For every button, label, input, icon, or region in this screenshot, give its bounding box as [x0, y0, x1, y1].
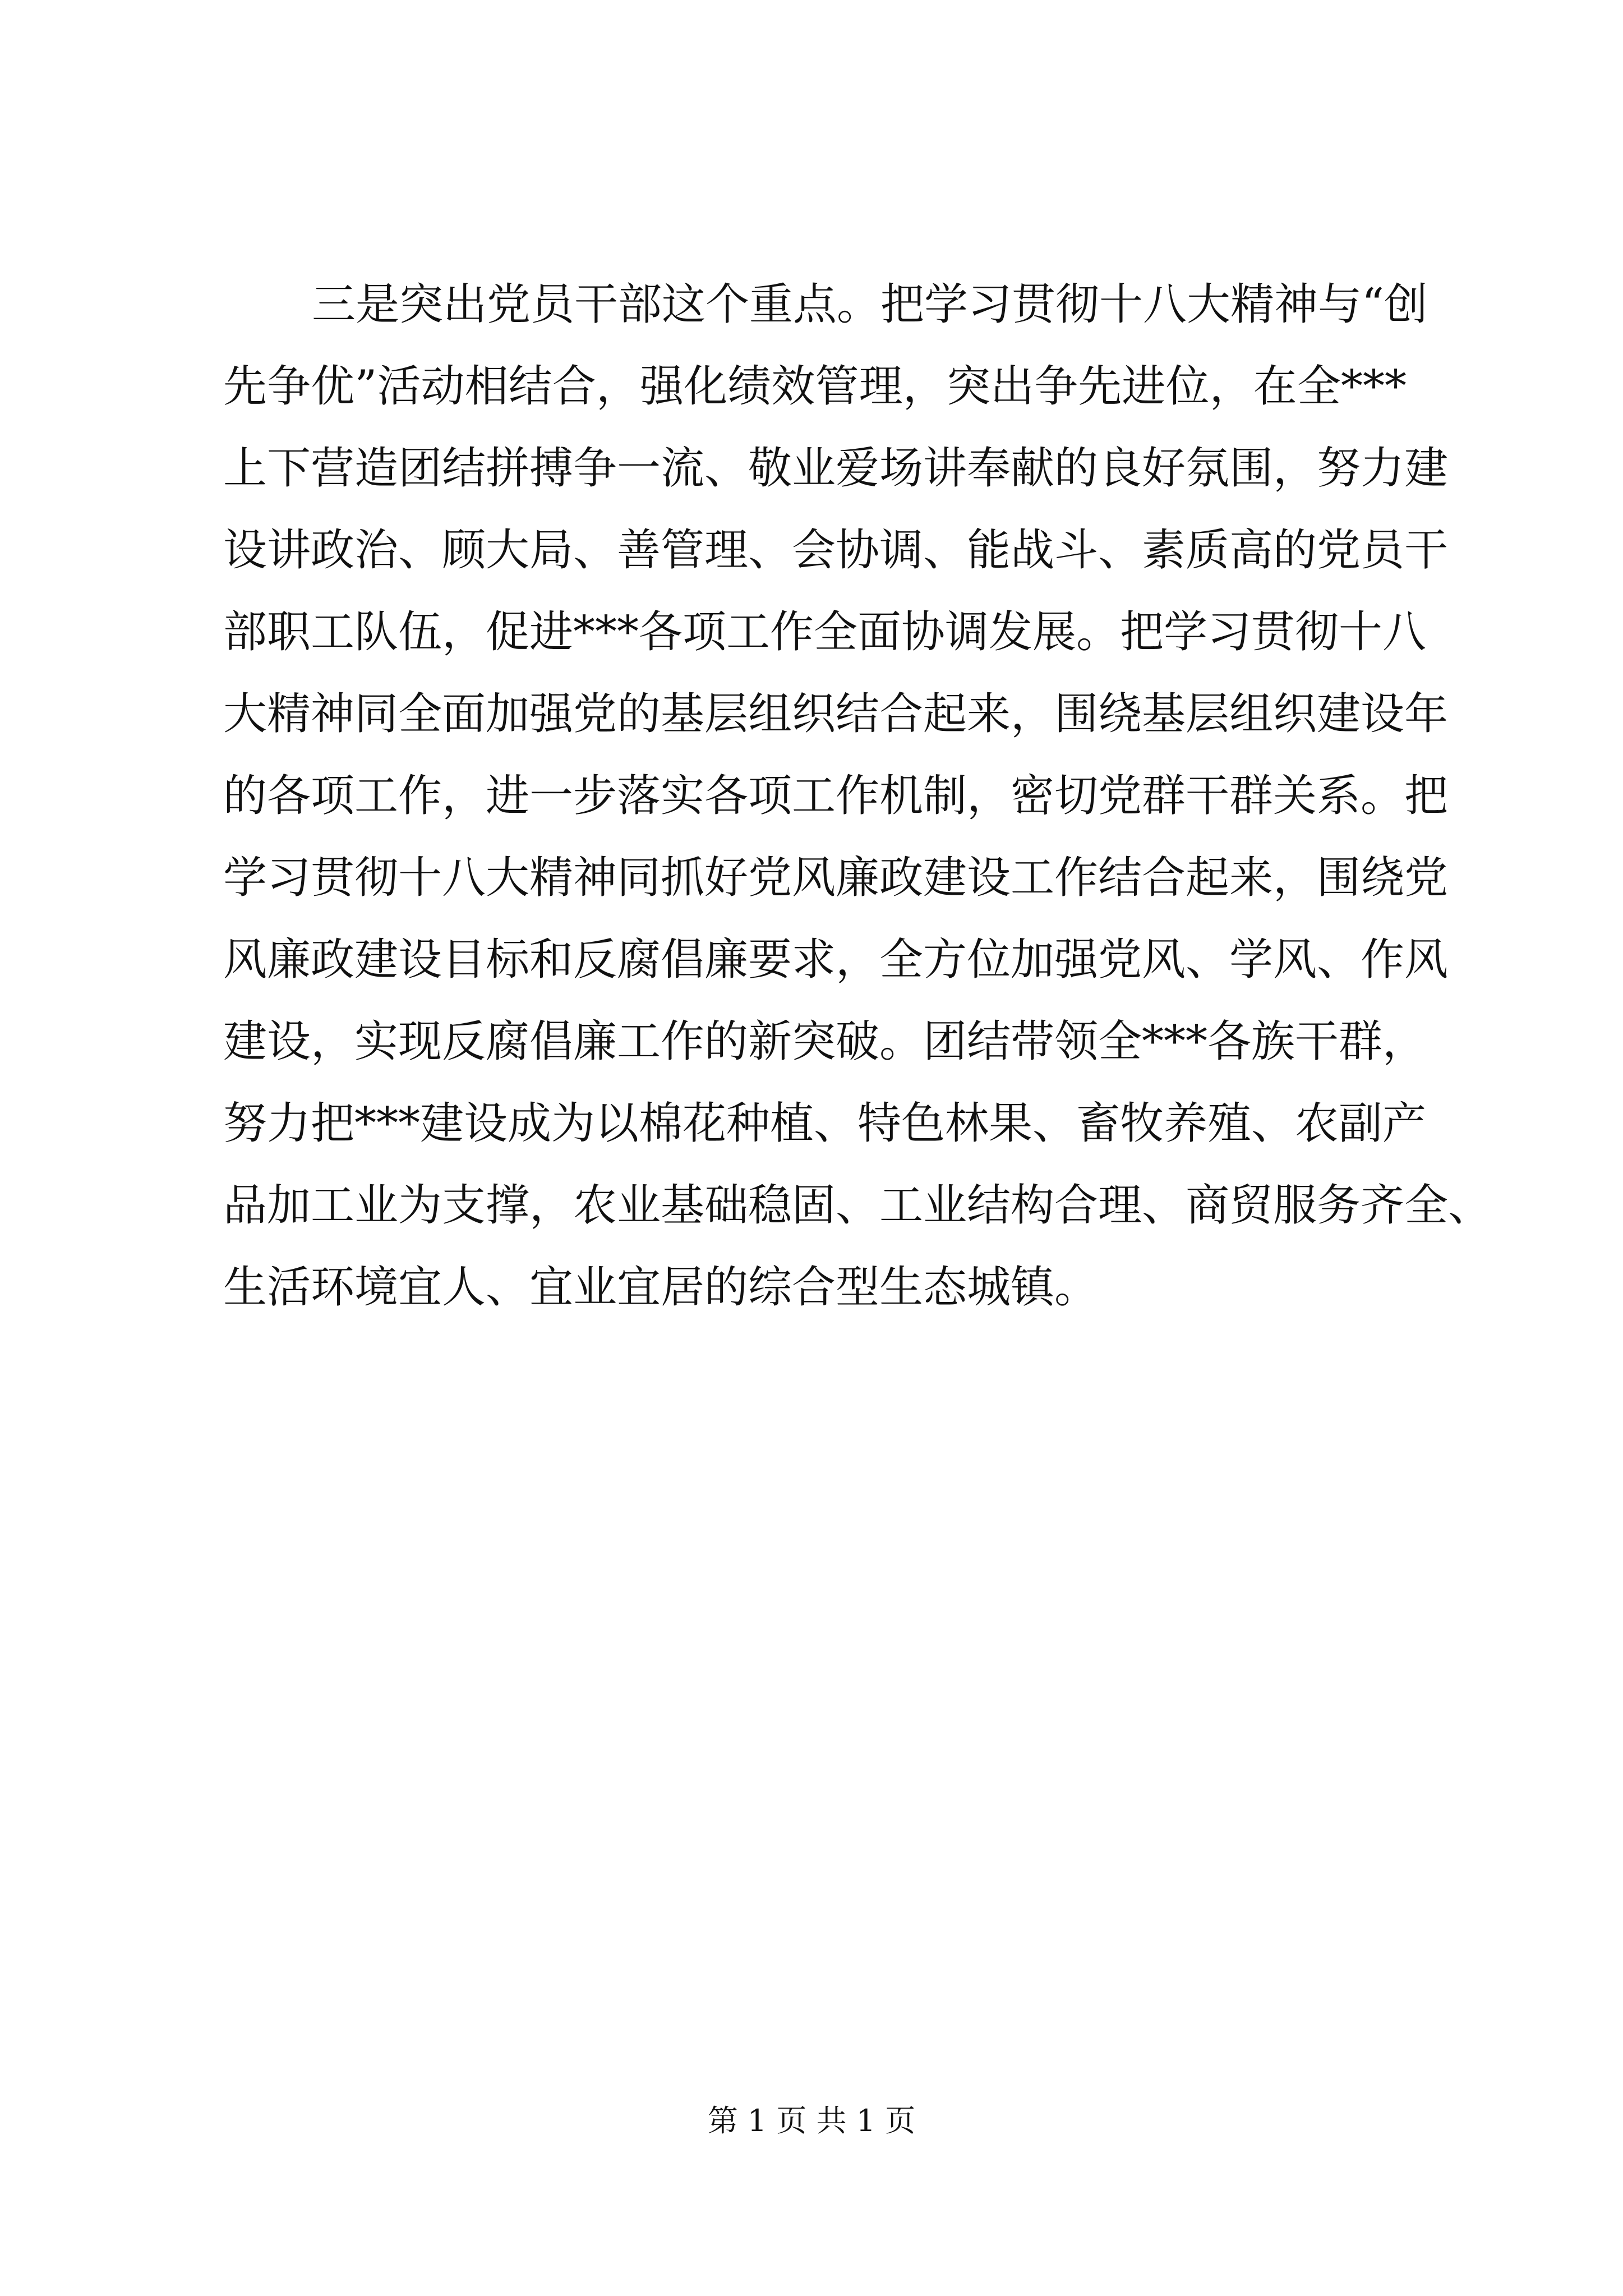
- paragraph-line: 生活环境宜人、宜业宜居的综合型生态城镇。: [223, 1262, 1099, 1313]
- paragraph-line: 品加工业为支撑，农业基础稳固、工业结构合理、商贸服务齐全、: [223, 1180, 1492, 1231]
- paragraph-line: 风廉政建设目标和反腐倡廉要求，全方位加强党风、学风、作风: [223, 935, 1449, 985]
- paragraph-line: 设讲政治、顾大局、善管理、会协调、能战斗、素质高的党员干: [223, 525, 1449, 576]
- paragraph-line: 三是突出党员干部这个重点。把学习贯彻十八大精神与“创: [312, 279, 1428, 330]
- paragraph-line: 的各项工作，进一步落实各项工作机制，密切党群干群关系。把: [223, 771, 1449, 821]
- paragraph-line: 上下营造团结拼搏争一流、敬业爱场讲奉献的良好氛围，努力建: [223, 443, 1449, 494]
- body-paragraph: [223, 264, 1492, 1328]
- paragraph-line: 部职工队伍，促进***各项工作全面协调发展。把学习贯彻十八: [223, 607, 1427, 657]
- page-footer: 第 1 页 共 1 页: [707, 2103, 916, 2138]
- paragraph-line: 大精神同全面加强党的基层组织结合起来，围绕基层组织建设年: [223, 689, 1449, 739]
- paragraph-line: 学习贯彻十八大精神同抓好党风廉政建设工作结合起来，围绕党: [223, 853, 1449, 903]
- paragraph-line: 建设，实现反腐倡廉工作的新突破。团结带领全***各族干群，: [223, 1016, 1427, 1067]
- paragraph-line: 努力把***建设成为以棉花种植、特色林果、畜牧养殖、农副产: [223, 1098, 1427, 1149]
- paragraph-line: 先争优”活动相结合，强化绩效管理，突出争先进位，在全***: [223, 361, 1407, 412]
